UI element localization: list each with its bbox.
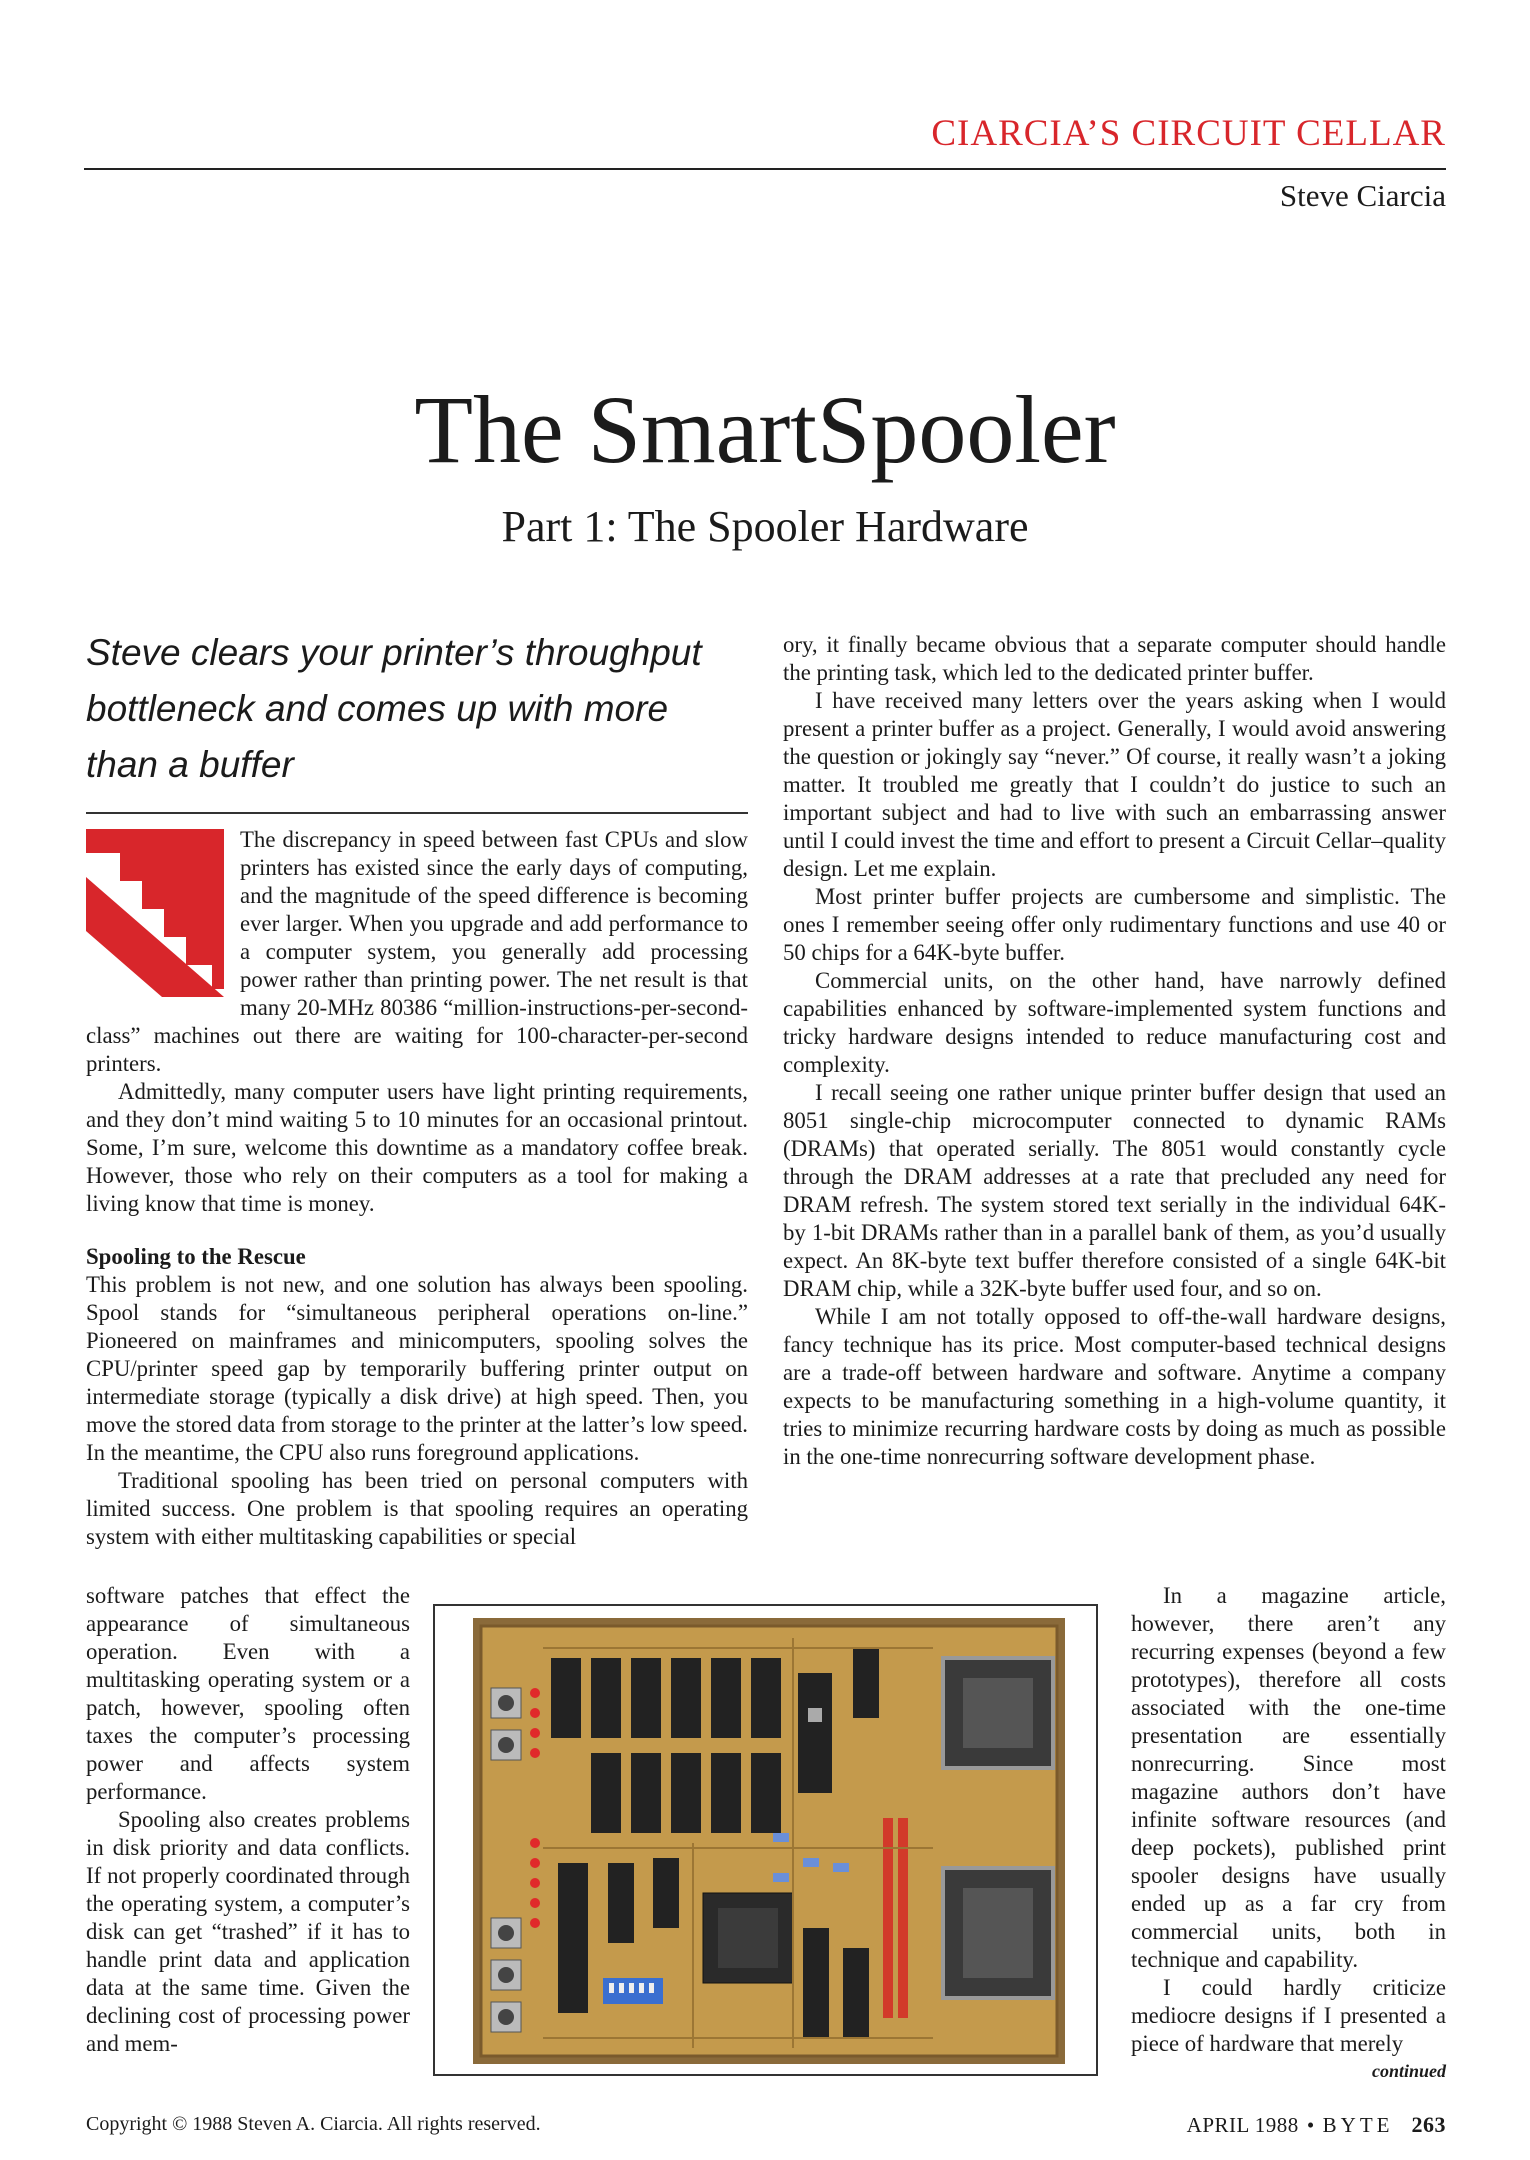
staircase-dropcap-icon xyxy=(86,829,224,997)
copyright-notice: Copyright © 1988 Steven A. Ciarcia. All rights reserved. xyxy=(86,2113,541,2135)
deck-rule xyxy=(86,812,748,814)
paragraph: Spooling also creates problems in disk priority and data conflicts. If not properly coordinated through the operating system, a computer’s disk can get “trashed” if it has to handle print data and application data at the same time. Given the declining cost of processing power and mem- xyxy=(86,1807,410,2056)
paragraph: The discrepancy in speed between fast CPUs and slow printers has existed since the early days of computing, and the magnitude of the speed difference is becoming ever larger. When you upgrade and add performance to a computer system, you generally add processing power rather than printing power. The net result is that many 20-MHz 80386 “million-instructions-per-second-class” machines out there are waiting for 100-character-per-second printers. xyxy=(86,827,748,1076)
paragraph: software patches that effect the appearance of simultaneous operation. Even with a multitasking operating system or a patch, however, spooling often taxes the computer’s processing power and affects system performance. xyxy=(86,1583,410,1804)
author-name: Steve Ciarcia xyxy=(1279,178,1446,213)
paragraph: This problem is not new, and one solution has always been spooling. Spool stands for “simultaneous peripheral operations on-line.” Pioneered on mainframes and minicomputers, spooling solves the CPU/printer speed gap by temporarily buffering printer output on intermediate storage (typically a disk drive) at high speed. Then, you move the stored data from storage to the printer at the latter’s low speed. In the meantime, the CPU also runs foreground applications. xyxy=(86,1272,748,1465)
magazine-name: BYTE xyxy=(1322,2113,1394,2137)
circuit-board-photo xyxy=(473,1618,1065,2064)
paragraph: I recall seeing one rather unique printer buffer design that used an 8051 single-chip microcomputer connected to dynamic RAMs (DRAMs) that operated serially. The 8051 would constantly cycle through the DRAM addresses at a rate that precluded any need for DRAM refresh. The system stored text serially in the individual 64K- by 1-bit DRAMs rather than in a parallel bank of them, as you’d usually expect. An 8K-byte text buffer therefore consisted of a single 64K-bit DRAM chip, while a 32K-byte buffer used four, and so on. xyxy=(783,1080,1446,1301)
article-subtitle: Part 1: The Spooler Hardware xyxy=(501,502,1029,551)
article-title: The SmartSpooler xyxy=(414,376,1116,483)
paragraph: ory, it finally became obvious that a separate computer should handle the printing task, which led to the dedicated printer buffer. xyxy=(783,632,1446,685)
paragraph: Commercial units, on the other hand, have narrowly defined capabilities enhanced by software-implemented system functions and tricky hardware designs intended to reduce manufacturing cost and complexity. xyxy=(783,968,1446,1077)
paragraph: Traditional spooling has been tried on personal computers with limited success. One problem is that spooling requires an operating system with either multitasking capabilities or special xyxy=(86,1468,748,1549)
paragraph: In a magazine article, however, there aren’t any recurring expenses (beyond a few prototypes), therefore all costs associated with the one-time presentation are essentially nonrecurring. Since most magazine authors don’t have infinite software resources (and deep pockets), published print spooler designs have usually ended up as a far cry from commercial units, both in technique and capability. xyxy=(1131,1583,1446,1972)
section-title: CIARCIA’S CIRCUIT CELLAR xyxy=(931,113,1446,154)
paragraph: Most printer buffer projects are cumbersome and simplistic. The ones I remember seeing offer only rudimentary functions and use 40 or 50 chips for a 64K-byte buffer. xyxy=(783,884,1446,965)
paragraph: I have received many letters over the years asking when I would present a printer buffer as a project. Generally, I would avoid answering the question or jokingly say “never.” Of course, it really wasn’t a joking matter. It troubled me greatly that I couldn’t do justice to such an important subject and had to live with such an embarrassing answer until I could invest the time and effort to present a Circuit Cellar–quality design. Let me explain. xyxy=(783,688,1446,881)
bullet-separator: • xyxy=(1306,2113,1315,2137)
right-column-bottom xyxy=(1131,1582,1446,2058)
continued-label: continued xyxy=(1371,2061,1446,2081)
photo-frame xyxy=(433,1604,1098,2076)
article-deck: Steve clears your printer’s throughput bottleneck and comes up with more than a buffer xyxy=(86,632,702,785)
header-rule xyxy=(84,168,1446,170)
left-column xyxy=(86,826,748,1551)
issue-date: APRIL 1988 xyxy=(1186,2113,1299,2137)
page-number: 263 xyxy=(1411,2112,1446,2137)
paragraph: Admittedly, many computer users have light printing requirements, and they don’t mind waiting 5 to 10 minutes for an occasional printout. Some, I’m sure, welcome this downtime as a mandatory coffee break. However, those who rely on their computers as a tool for making a living know that time is money. xyxy=(86,1079,748,1216)
right-column xyxy=(783,631,1446,1471)
paragraph: While I am not totally opposed to off-the-wall hardware designs, fancy technique has its price. Most computer-based technical designs are a trade-off between hardware and software. Anytime a company expects to be manufacturing something in a high-volume quantity, it tries to minimize recurring hardware costs by doing as much as possible in the one-time nonrecurring software development phase. xyxy=(783,1304,1446,1469)
left-column-bottom xyxy=(86,1582,410,2058)
paragraph: I could hardly criticize mediocre designs if I presented a piece of hardware that merely xyxy=(1131,1975,1446,2056)
page-footer xyxy=(1187,2112,1446,2138)
subheading: Spooling to the Rescue xyxy=(86,1244,306,1269)
